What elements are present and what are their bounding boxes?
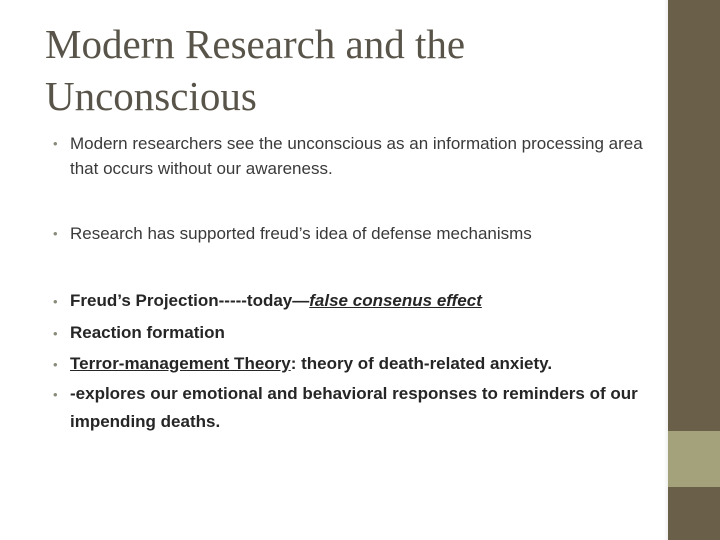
- bullet-list-research: [52, 221, 652, 246]
- bullet-icon: •: [53, 386, 58, 402]
- tmt-rest: : theory of death-related anxiety.: [290, 354, 553, 373]
- bullet-text: Modern researchers see the unconscious as an information processing area that occurs without our awareness.: [70, 134, 643, 178]
- bullet-item-terror-management: [52, 348, 652, 380]
- bullet-icon: •: [53, 357, 58, 372]
- explores-text: -explores our emotional and behavioral responses to reminders of our impending deaths.: [70, 383, 638, 431]
- bullet-list-intro: [52, 131, 652, 181]
- projection-term: false consenus effect: [309, 291, 482, 310]
- bullet-icon: •: [53, 294, 58, 309]
- bullet-icon: •: [53, 136, 58, 151]
- bullet-item-projection: [52, 285, 652, 317]
- bullet-item-explores: [52, 380, 652, 436]
- tmt-term: Terror-management Theory: [70, 354, 291, 373]
- slide-title: Modern Research and the Unconscious: [45, 21, 466, 119]
- bullet-icon: •: [53, 325, 58, 341]
- bullet-item-reaction-formation: [52, 317, 652, 349]
- reaction-formation-text: Reaction formation: [70, 322, 225, 342]
- bullet-icon: •: [53, 226, 58, 241]
- bullet-text: Research has supported freud’s idea of defense mechanisms: [70, 224, 532, 243]
- bullet-list-defense: [52, 285, 652, 436]
- projection-prefix: Freud’s Projection-----today—: [70, 291, 310, 310]
- bullet-item: [52, 131, 652, 181]
- bullet-item: [52, 221, 652, 246]
- sidebar-accent-block: [668, 431, 720, 487]
